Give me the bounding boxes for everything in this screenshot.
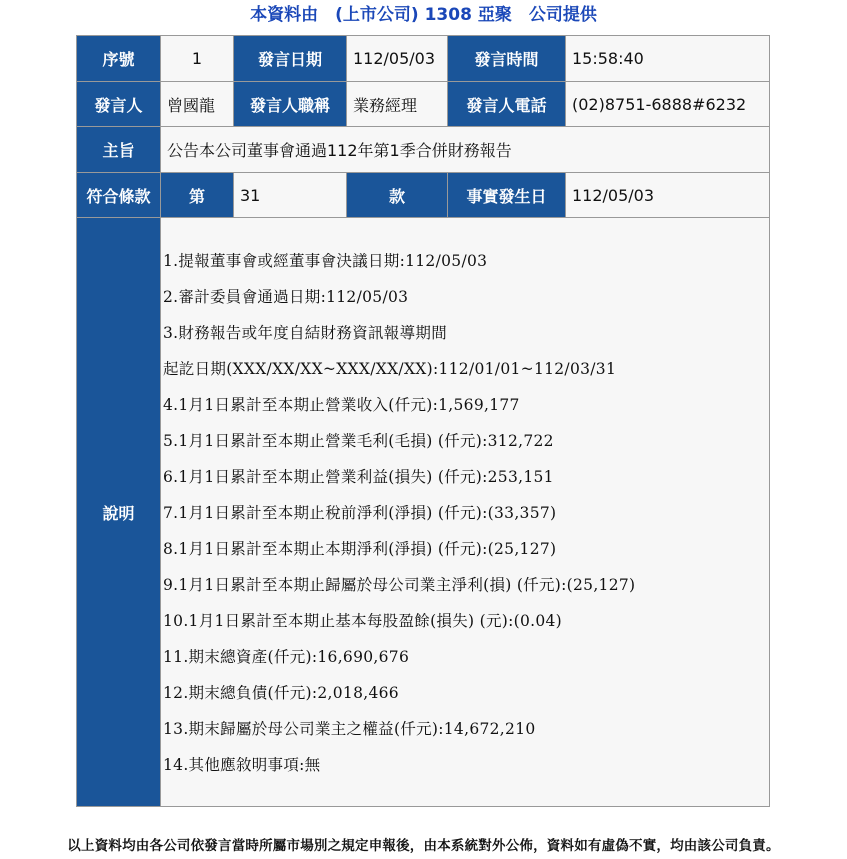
table-row: [77, 36, 770, 82]
description-line: 13.期末歸屬於母公司業主之權益(仟元):14,672,210: [163, 720, 536, 738]
announcement-table: [76, 35, 770, 807]
time-value: 15:58:40: [566, 36, 770, 82]
seq-label: 序號: [77, 36, 161, 82]
disclaimer-text: 以上資料均由各公司依發言當時所屬市場別之規定申報後，由本系統對外公佈，資料如有虛偽不實，均由該公司負責。: [67, 838, 780, 854]
speaker-title-label: 發言人職稱: [234, 82, 347, 127]
clause-prefix: 第: [161, 173, 234, 218]
description-line: 6.1月1日累計至本期止營業利益(損失) (仟元):253,151: [163, 468, 554, 486]
description-line: 7.1月1日累計至本期止稅前淨利(淨損) (仟元):(33,357): [163, 504, 557, 522]
fact-date-label: 事實發生日: [448, 173, 566, 218]
table-row: [77, 127, 770, 173]
description-line: 10.1月1日累計至本期止基本每股盈餘(損失) (元):(0.04): [163, 612, 563, 630]
date-label: 發言日期: [234, 36, 347, 82]
clause-suffix: 款: [347, 173, 448, 218]
subject-label: 主旨: [77, 127, 161, 173]
clause-value: 31: [234, 173, 347, 218]
description-line: 14.其他應敘明事項:無: [163, 756, 321, 774]
phone-value: (02)8751-6888#6232: [566, 82, 770, 127]
clause-label: 符合條款: [77, 173, 161, 218]
date-value: 112/05/03: [347, 36, 448, 82]
description-line: 4.1月1日累計至本期止營業收入(仟元):1,569,177: [163, 396, 520, 414]
description-line: 1.提報董事會或經董事會決議日期:112/05/03: [163, 252, 488, 270]
description-line: 5.1月1日累計至本期止營業毛利(毛損) (仟元):312,722: [163, 432, 554, 450]
fact-date-value: 112/05/03: [566, 173, 770, 218]
subject-value: 公告本公司董事會通過112年第1季合併財務報告: [161, 127, 770, 173]
description-label: 說明: [77, 218, 161, 807]
speaker-value: 曾國龍: [161, 82, 234, 127]
description-line: 起訖日期(XXX/XX/XX~XXX/XX/XX):112/01/01~112/03/31: [163, 360, 617, 378]
description-cell: [161, 218, 770, 807]
table-row: [77, 82, 770, 127]
description-line: 11.期末總資產(仟元):16,690,676: [163, 648, 410, 666]
speaker-label: 發言人: [77, 82, 161, 127]
description-line: 9.1月1日累計至本期止歸屬於母公司業主淨利(損) (仟元):(25,127): [163, 576, 636, 594]
seq-value: 1: [161, 36, 234, 82]
description-line: 12.期末總負債(仟元):2,018,466: [163, 684, 399, 702]
table-row: [77, 173, 770, 218]
description-line: 2.審計委員會通過日期:112/05/03: [163, 288, 409, 306]
page-title: 本資料由 (上市公司) 1308 亞聚 公司提供: [250, 5, 597, 25]
description-line: 8.1月1日累計至本期止本期淨利(淨損) (仟元):(25,127): [163, 540, 557, 558]
description-line: 3.財務報告或年度自結財務資訊報導期間: [163, 324, 447, 342]
speaker-title-value: 業務經理: [347, 82, 448, 127]
phone-label: 發言人電話: [448, 82, 566, 127]
time-label: 發言時間: [448, 36, 566, 82]
description-body: [163, 218, 767, 783]
table-row: [77, 218, 770, 807]
